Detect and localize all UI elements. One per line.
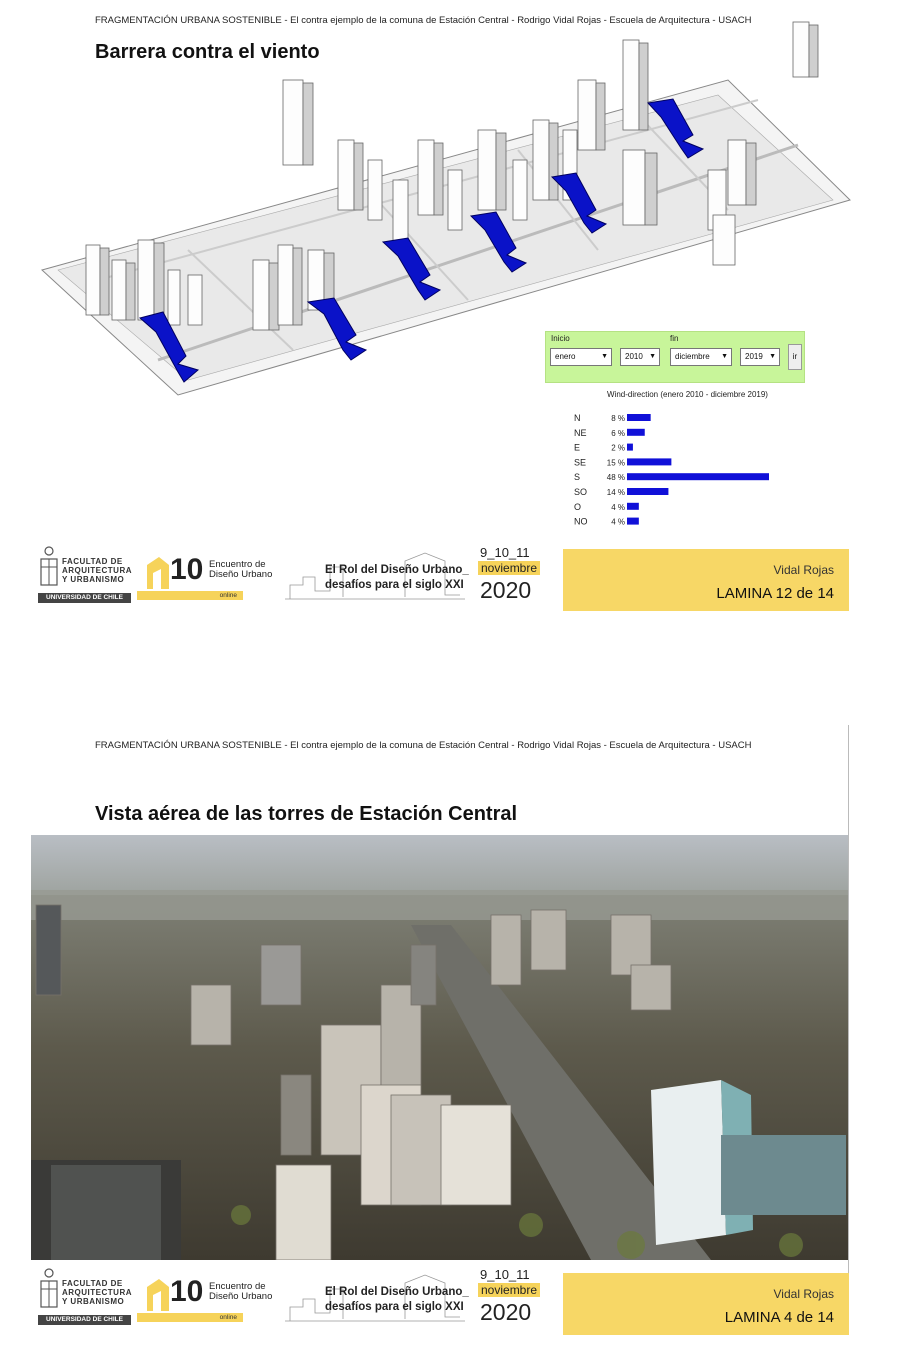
date-days: 9_10_11 [480,1267,530,1282]
date-month: noviembre [478,1283,540,1297]
end-month-select[interactable] [670,348,732,366]
fau-logo [38,545,133,605]
percent-label: 15 % [606,458,625,468]
wind-bar [627,429,645,436]
wind-direction-chart [565,408,795,530]
rol-diseno-banner [285,1267,469,1327]
chevron-down-icon: ▼ [721,353,728,360]
date-days: 9_10_11 [480,545,530,560]
direction-label: SO [574,487,588,497]
rol-line: desafíos para el siglo XXI [325,579,464,591]
encuentro-line: Diseño Urbano [209,1291,273,1302]
fau-line: ARQUITECTURA [62,566,132,575]
slide-lamina-12 [0,0,900,640]
university-name: UNIVERSIDAD DE CHILE [38,1315,131,1325]
rol-line: El Rol del Diseño Urbano_ [325,564,469,576]
lamina-box [563,549,849,611]
wind-query-panel [545,331,805,383]
fau-emblem-icon [38,545,60,590]
direction-label: E [574,442,581,453]
date-year: 2020 [480,577,532,603]
online-badge: online [137,1313,243,1322]
wind-bar [627,444,633,451]
fau-line: FACULTAD DE [62,557,123,566]
fau-logo [38,1267,133,1327]
date-year: 2020 [480,1299,532,1325]
encuentro-line: Encuentro de [209,559,266,570]
encuentro-emblem-icon [145,1277,171,1313]
wind-bar [627,488,668,495]
encuentro-emblem-icon [145,555,171,591]
header-line: FRAGMENTACIÓN URBANA SOSTENIBLE - El contra ejemplo de la comuna de Estación Central - Rodrigo Vidal Rojas - Escuela de Arquitectura - USACH [95,740,752,751]
slide-border [848,725,849,1335]
event-date [478,545,558,609]
slide-footer [0,545,900,615]
wind-bar [627,518,639,525]
slide-footer [0,1267,900,1337]
direction-label: N [574,413,581,423]
direction-label: NO [574,516,588,527]
wind-chart-title: Wind-direction (enero 2010 - diciembre 2019) [607,390,768,399]
fau-line: FACULTAD DE [62,1279,123,1288]
author-name: Vidal Rojas [773,563,834,577]
slide-title: Barrera contra el viento [95,41,320,63]
online-badge: online [137,591,243,600]
wind-bar [627,414,651,421]
rol-line: El Rol del Diseño Urbano_ [325,1286,469,1298]
chevron-down-icon: ▼ [649,353,656,360]
percent-label: 8 % [611,414,625,423]
percent-label: 14 % [606,488,625,497]
rol-diseno-banner [285,545,469,605]
encuentro-name [209,1282,272,1302]
slide-title: Vista aérea de las torres de Estación Central [95,803,518,825]
fau-name [62,1279,132,1306]
end-year-value: 2019 [745,352,763,361]
wind-bar [627,503,639,510]
wind-bar [627,458,671,465]
slide-lamina-4 [0,725,900,1351]
university-name: UNIVERSIDAD DE CHILE [38,593,131,603]
encuentro-number: 10 [170,553,204,586]
fin-label: fin [670,334,679,343]
encuentro-line: Encuentro de [209,1281,266,1292]
direction-label: SE [574,457,587,468]
encuentro-logo [137,1271,277,1327]
end-year-select[interactable] [740,348,780,366]
start-year-value: 2010 [625,352,643,361]
rol-line: desafíos para el siglo XXI [325,1301,464,1313]
fau-name [62,557,132,584]
rol-title [325,563,469,593]
rol-title [325,1285,469,1315]
start-month-select[interactable] [550,348,612,366]
direction-label: O [574,501,582,512]
lamina-number: LAMINA 12 de 14 [716,585,834,602]
fau-emblem-icon [38,1267,60,1312]
author-name: Vidal Rojas [773,1287,834,1301]
header-line: FRAGMENTACIÓN URBANA SOSTENIBLE - El contra ejemplo de la comuna de Estación Central - Rodrigo Vidal Rojas - Escuela de Arquitectura - USACH [95,15,752,26]
start-year-select[interactable] [620,348,660,366]
fau-line: Y URBANISMO [62,1297,125,1306]
date-month: noviembre [478,561,540,575]
percent-label: 4 % [611,502,625,512]
aerial-photo [31,835,848,1260]
direction-label: S [574,472,581,483]
event-date [478,1267,558,1331]
chevron-down-icon: ▼ [769,353,776,360]
direction-label: NE [574,427,587,438]
fau-line: ARQUITECTURA [62,1288,132,1297]
end-month-value: diciembre [675,352,710,361]
ir-button[interactable]: ir [788,344,802,370]
lamina-number: LAMINA 4 de 14 [724,1309,834,1326]
chevron-down-icon: ▼ [601,353,608,360]
percent-label: 2 % [611,443,625,453]
fau-line: Y URBANISMO [62,575,125,584]
wind-bar [627,473,769,480]
encuentro-logo [137,549,277,605]
percent-label: 6 % [611,428,625,438]
encuentro-number: 10 [170,1275,204,1308]
inicio-label: Inicio [551,334,570,343]
lamina-box [563,1273,849,1335]
encuentro-line: Diseño Urbano [209,569,273,580]
percent-label: 4 % [611,517,625,527]
percent-label: 48 % [606,473,625,483]
encuentro-name [209,560,272,580]
start-month-value: enero [555,352,576,361]
